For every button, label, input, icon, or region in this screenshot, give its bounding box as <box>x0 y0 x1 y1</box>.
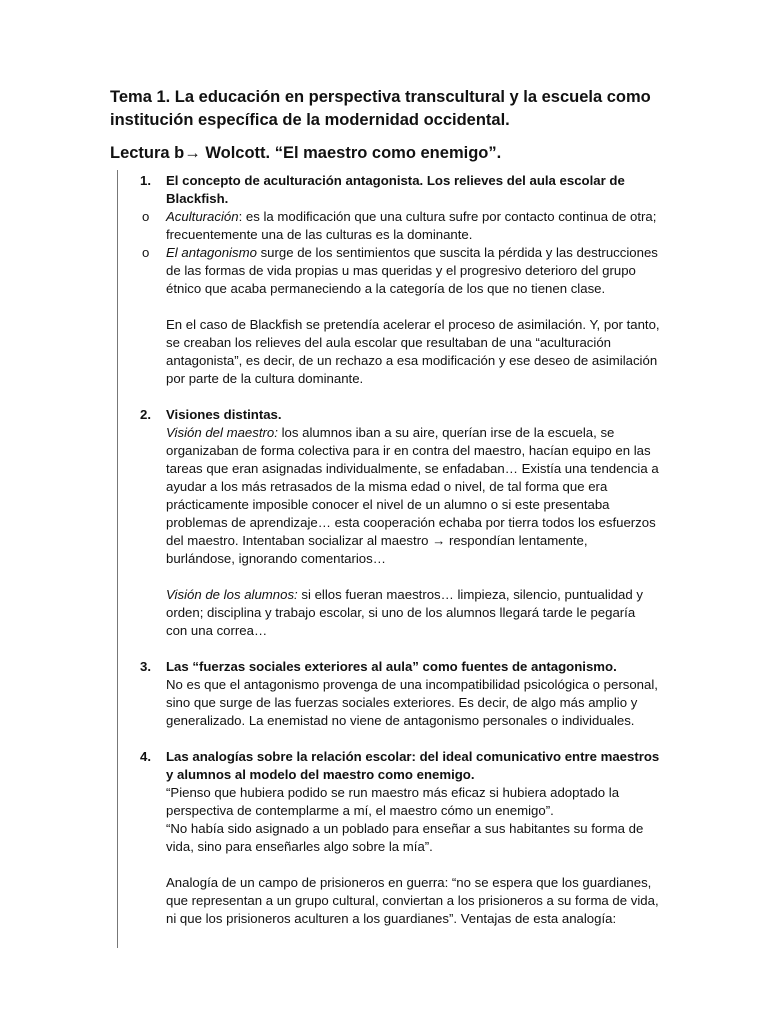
section-heading: El concepto de aculturación antagonista. Los relieves del aula escolar de Blackfish. <box>166 173 625 206</box>
teacher-view <box>166 424 660 568</box>
section-number: 1. <box>140 173 151 188</box>
bullet-item <box>140 208 660 244</box>
term: Visión de los alumnos: <box>166 587 298 602</box>
definition: surge de los sentimientos que suscita la pérdida y las destrucciones de las formas de vida propias u mas queridas y el progresivo deterioro del grupo étnico que acaba permaneciendo a la categoría de los que no tienen clase. <box>166 245 658 296</box>
bullet-marker: o <box>142 245 150 260</box>
section-heading: Las analogías sobre la relación escolar: del ideal comunicativo entre maestros y alumnos al modelo del maestro como enemigo. <box>166 749 660 782</box>
paragraph-text-tail: respondían lentamente, burlándose, ignorando comentarios… <box>166 533 588 566</box>
definition: : es la modificación que una cultura sufre por contacto continua de otra; frecuentemente una de las culturas es la dominante. <box>166 209 657 242</box>
section-3 <box>140 658 660 730</box>
section-1 <box>140 172 660 208</box>
subtitle-prefix: Lectura b <box>110 144 185 162</box>
term: Aculturación <box>166 209 239 224</box>
section-heading: Visiones distintas. <box>166 407 282 422</box>
reading-subtitle <box>110 142 501 165</box>
quote: “No había sido asignado a un poblado para enseñar a sus habitantes su forma de vida, sino para enseñarles algo sobre la mía”. <box>166 821 644 854</box>
bullet-text <box>166 244 660 298</box>
bullet-text <box>166 208 660 244</box>
subtitle-rest: Wolcott. “El maestro como enemigo”. <box>200 144 502 162</box>
arrow-right-icon: → <box>432 533 446 548</box>
paragraph: En el caso de Blackfish se pretendía acelerar el proceso de asimilación. Y, por tanto, se creaban los relieves del aula escolar que resultaban de una “aculturación antagonista”, es decir, de un rechazo a esa modificación y ese deseo de asimilación por parte de la cultura dominante. <box>166 317 660 386</box>
section-number: 4. <box>140 749 151 764</box>
term: Visión del maestro: <box>166 425 278 440</box>
section-heading: Las “fuerzas sociales exteriores al aula” como fuentes de antagonismo. <box>166 659 617 674</box>
paragraph: No es que el antagonismo provenga de una incompatibilidad psicológica o personal, sino que surge de las fuerzas sociales exteriores. Es decir, de algo más amplio y generalizado. La enemistad no viene de antagonismo personales o individuales. <box>166 677 658 728</box>
paragraph-text: si ellos fueran maestros… limpieza, silencio, puntualidad y orden; disciplina y trabajo escolar, si uno de los alumnos llegará tarde le pegaría con una correa… <box>166 587 643 638</box>
term: El antagonismo <box>166 245 257 260</box>
document-body <box>140 172 660 928</box>
section-2 <box>140 406 660 640</box>
paragraph-text: los alumnos iban a su aire, querían irse de la escuela, se organizaban de forma colectiva para ir en contra del maestro, hacían equipo en las tareas que eran asignadas individualmente, se enfadaban… Existía una tendencia a ayudar a los más retrasados de la misma edad o nivel, de tal forma que era prácticamente imposible conocer el nivel de un alumno o si este presentaba problemas de aprendizaje… esta cooperación echaba por tierra todos los esfuerzos del maestro. Intentaban socializar al maestro <box>166 425 659 548</box>
bullet-item <box>140 244 660 298</box>
quote: “Pienso que hubiera podido se run maestro más eficaz si hubiera adoptado la perspectiva de contemplarme a mí, el maestro cómo un enemigo”. <box>166 785 620 818</box>
section-4 <box>140 748 660 928</box>
bullet-marker: o <box>142 209 150 224</box>
paragraph: Analogía de un campo de prisioneros en guerra: “no se espera que los guardianes, que representan a un grupo cultural, conviertan a los prisioneros a su forma de vida, ni que los prisioneros aculturen a los guardianes”. Ventajas de esta analogía: <box>166 875 659 926</box>
students-view <box>166 586 660 640</box>
section-number: 3. <box>140 659 151 674</box>
document-title: Tema 1. La educación en perspectiva transcultural y la escuela como institución específica de la modernidad occidental. <box>110 88 651 129</box>
section-number: 2. <box>140 407 151 422</box>
arrow-right-icon: → <box>184 144 201 162</box>
left-margin-rule <box>117 170 118 948</box>
